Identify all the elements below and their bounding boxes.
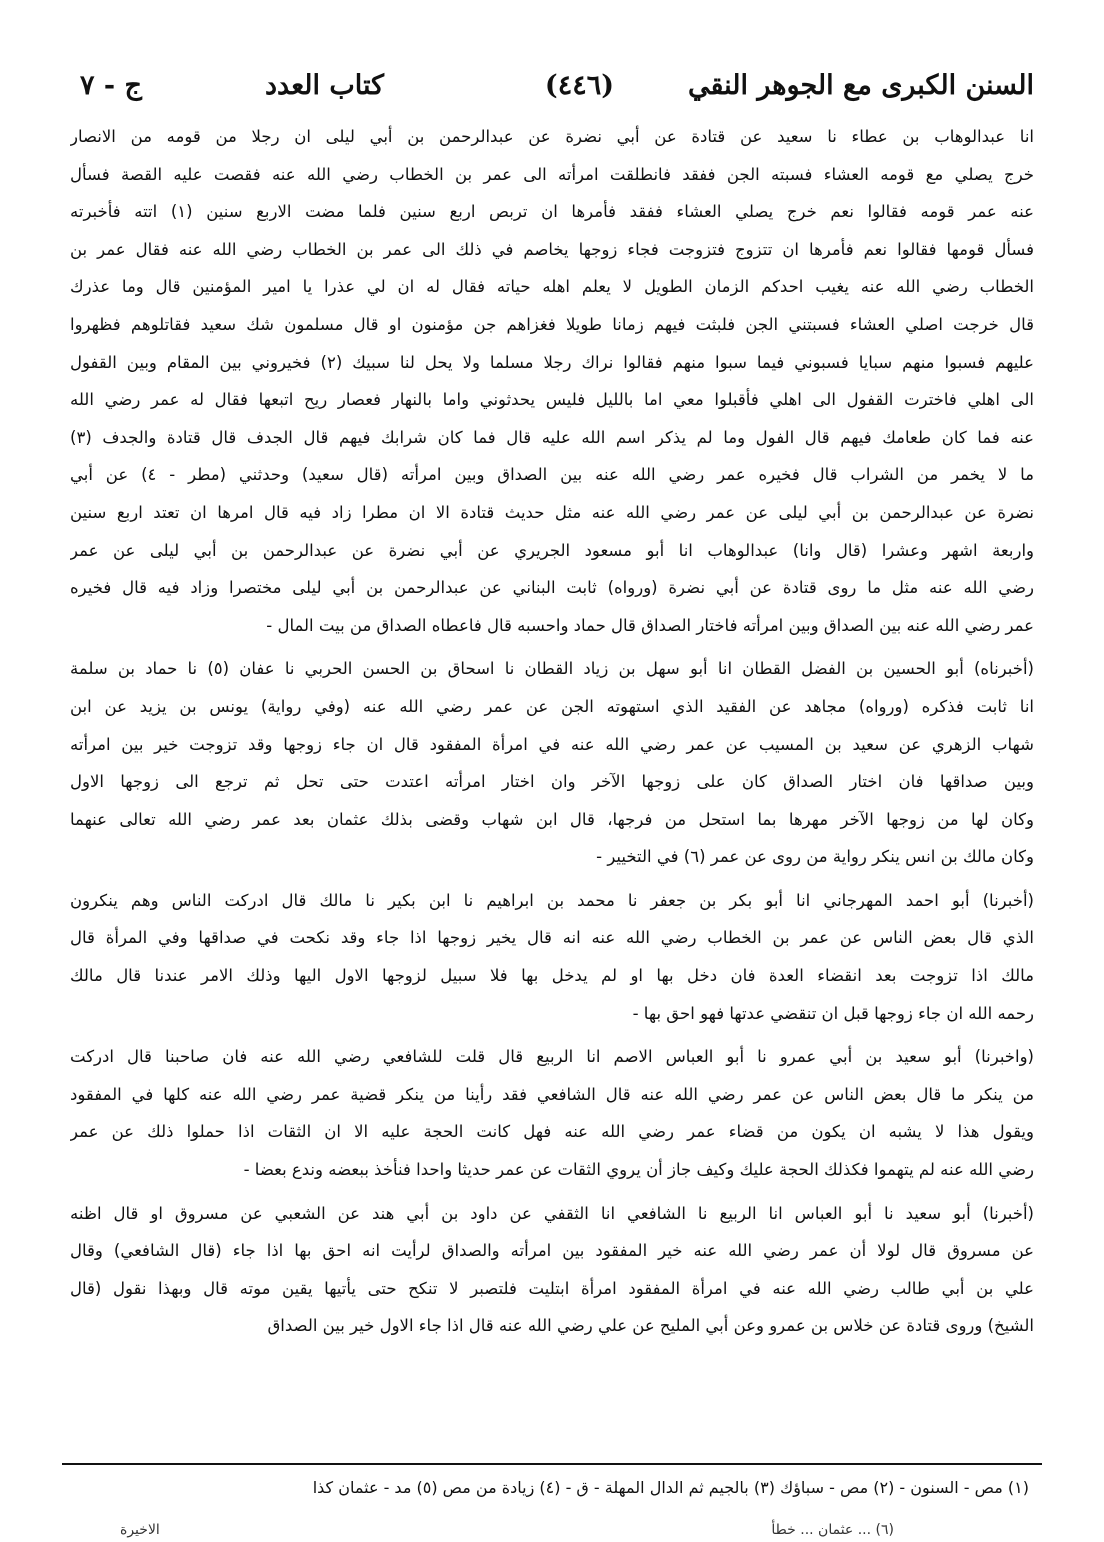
paragraph bbox=[70, 650, 1034, 876]
text-line: الشيخ) وروى قتادة عن خلاس بن عمرو وعن أبي المليح عن علي رضي الله عنه قال اذا جاء الاول خير بين الصداق bbox=[267, 1316, 1034, 1336]
running-header bbox=[70, 62, 1034, 112]
text-line: (أخبرنا) أبو احمد المهرجاني انا أبو بكر بن جعفر نا محمد بن ابراهيم نا ابن بكير نا مالك قال ادركت الناس وهم ينكرون bbox=[70, 890, 1034, 910]
text-line: وبين صداقها فان اختار الصداق كان على زوجها الآخر وان اختار امرأته اعتدت حتى تحل ثم ترجع الى زوجها الاول bbox=[70, 772, 1034, 792]
volume-number: ج - ٧ bbox=[80, 70, 142, 101]
text-line: فسأل قومها فقالوا نعم فأمرها ان تتزوج فتزوجت فجاء زوجها يخاصم في ذلك الى عمر بن الخطاب رضي الله عنه فقال عمر بن bbox=[70, 239, 1034, 259]
text-line: من ينكر ما قال بعض الناس عن عمر رضي الله عنه قال الشافعي فقد رأينا من ينكر قضية عمر رضي الله عنه كلها في المفقود bbox=[70, 1084, 1034, 1104]
text-line: عنه فما كان طعامك فيهم قال الفول وما لم يذكر اسم الله عليه قال فما كان شرابك فيهم قال الجدف قال قتادة والجدف (٣) bbox=[70, 427, 1034, 447]
footnote-divider bbox=[62, 1463, 1042, 1465]
cutoff-text-right: (٦) ... عثمان ... خطأ bbox=[771, 1522, 894, 1538]
text-line: انا ثابت فذكره (ورواه) مجاهد عن الفقيد الذي استهوته الجن عن عمر رضي الله عنه (وفي رواية) يونس بن يزيد عن ابن bbox=[70, 696, 1034, 716]
text-line: الخطاب رضي الله عنه يغيب احدكم الزمان الطويل لا يعلم اهله حياته فقال له ان لي عذرا يا امير المؤمنين قال وما عذرك bbox=[70, 277, 1034, 297]
text-line: ما لا يخمر من الشراب قال فخيره عمر رضي الله عنه بين الصداق وبين امرأته (قال سعيد) وحدثني (مطر - ٤) عن أبي bbox=[70, 465, 1034, 485]
text-line: عمر رضي الله عنه بين الصداق وبين امرأته فاختار الصداق قال حماد واحسبه قال فاعطاه الصداق من بيت المال - bbox=[266, 615, 1034, 635]
text-line: وكان مالك بن انس ينكر رواية من روى عن عمر (٦) في التخيير - bbox=[596, 847, 1034, 867]
body-text bbox=[70, 118, 1034, 1351]
text-line: علي بن أبي طالب رضي الله عنه في امرأة المفقود امرأة ابتليت فلتصبر لا تنكح حتى يأتيها يقين موته قال وبهذا نقول (قال bbox=[70, 1278, 1034, 1298]
header-title: السنن الكبرى مع الجوهر النقي bbox=[687, 70, 1034, 101]
text-line: (أخبرنا) أبو سعيد نا أبو العباس انا الربيع نا الشافعي انا الثقفي عن داود بن أبي هند عن الشعبي عن مسروق او قال اظنه bbox=[70, 1203, 1034, 1223]
text-line: مالك اذا تزوجت بعد انقضاء العدة فان دخل بها او لم يدخل بها فلا سبيل لزوجها الاول اليها وذلك الامر عندنا قال مالك bbox=[70, 966, 1034, 986]
text-line: واربعة اشهر وعشرا (قال وانا) عبدالوهاب انا أبو مسعود الجريري عن أبي نضرة عن عبدالرحمن بن أبي ليلى عن عمر bbox=[70, 540, 1034, 560]
book-title: كتاب العدد bbox=[265, 70, 384, 101]
text-line: انا عبدالوهاب بن عطاء نا سعيد عن قتادة عن أبي نضرة عن عبدالرحمن بن أبي ليلى ان رجلا من قومه من الانصار bbox=[70, 127, 1034, 146]
text-line: (أخبرناه) أبو الحسين بن الفضل القطان انا أبو سهل بن زياد القطان نا اسحاق بن الحسن الحربي نا عفان (٥) نا حماد بن سلمة bbox=[70, 659, 1034, 679]
page-number: (٤٤٦) bbox=[544, 70, 614, 101]
footnotes: (١) مص - السنون - (٢) مص - سباؤك (٣) بالجيم ثم الدال المهلة - ق - (٤) زيادة من مص (٥) مد - عثمان كذا bbox=[312, 1478, 1029, 1497]
text-line: رضي الله عنه لم يتهموا فكذلك الحجة عليك وكيف جاز أن يروي الثقات عن عمر حديثا واحدا فنأخذ ببعضه وندع بعضا - bbox=[243, 1160, 1034, 1180]
text-line: عليهم فسبوا منهم سبايا فسبوني فيما سبوا منهم فقالوا نراك رجلا مسلما ولا يحل لنا سبيك (٢) فخيروني بين المقام وبين القفول bbox=[70, 352, 1034, 372]
text-line: عنه عمر قومه فقالوا نعم خرج يصلي العشاء ففقد فأمرها ان تربص اربع سنين فلما مضت الاربع سنين (١) اتته فأخبرته bbox=[70, 202, 1034, 222]
text-line: رحمه الله ان جاء زوجها قبل ان تنقضي عدتها فهو احق بها - bbox=[632, 1003, 1034, 1023]
text-line: الذي قال بعض الناس عن عمر بن الخطاب رضي الله عنه انه قال يخير زوجها اذا جاء وقد نكحت في صداقها وفي المرأة قال bbox=[70, 928, 1034, 948]
paragraph bbox=[70, 1038, 1034, 1188]
text-line: وكان لها من زوجها الآخر مهرها بما استحل من فرجها، قال ابن شهاب وقضى بذلك عثمان بعد عمر رضي الله تعالى عنهما bbox=[70, 809, 1034, 829]
text-line: عن مسروق قال لولا أن عمر رضي الله عنه خير المفقود بين امرأته والصداق لرأيت انه احق بها اذا جاء (قال الشافعي) وقال bbox=[70, 1241, 1034, 1261]
text-line: (واخبرنا) أبو سعيد بن أبي عمرو نا أبو العباس الاصم انا الربيع قال قلت للشافعي رضي الله عنه فان صاحبنا قال ادركت bbox=[70, 1047, 1034, 1067]
text-line: شهاب الزهري عن سعيد بن المسيب عن عمر رضي الله عنه في امرأة المفقود قال ان جاء زوجها وقد تزوجت خير بين امرأته bbox=[70, 734, 1034, 754]
text-line: ويقول هذا لا يشبه ان يكون من قضاء عمر رضي الله عنه فهل كانت الحجة عليه الا ان الثقات اذا حملوا ذلك عن عمر bbox=[70, 1122, 1034, 1142]
paragraph bbox=[70, 882, 1034, 1032]
text-line: الى اهلي فاخترت القفول الى اهلي فأقبلوا معي اما بالليل فليس يحدثوني واما بالنهار فعصار ريح اتبعها فقال له عمر رضي الله bbox=[70, 390, 1034, 410]
text-line: نضرة عن عبدالرحمن بن أبي ليلى عن عمر رضي الله عنه مثل حديث قتادة الا ان مطرا زاد فيه قال امرها ان تعتد اربع سنين bbox=[70, 502, 1034, 522]
text-line: خرج يصلي مع قومه العشاء فسبته الجن ففقد فانطلقت امرأته الى عمر بن الخطاب رضي الله عنه فقصت عليه القصة فسأل bbox=[70, 164, 1034, 184]
cutoff-text-left: الاخيرة bbox=[120, 1522, 160, 1538]
paragraph bbox=[70, 1195, 1034, 1345]
paragraph bbox=[70, 118, 1034, 644]
text-line: رضي الله عنه مثل ما روى قتادة عن أبي نضرة (ورواه) ثابت البناني عن عبدالرحمن بن أبي ليلى مختصرا وزاد فيه قال فخيره bbox=[70, 578, 1034, 598]
text-line: قال خرجت اصلي العشاء فسبتني الجن فلبثت فيهم زمانا طويلا فغزاهم جن مؤمنون او قال مسلمون شك سعيد فقاتلوهم فظهروا bbox=[70, 314, 1034, 334]
cutoff-footnote-line bbox=[70, 1518, 1034, 1542]
